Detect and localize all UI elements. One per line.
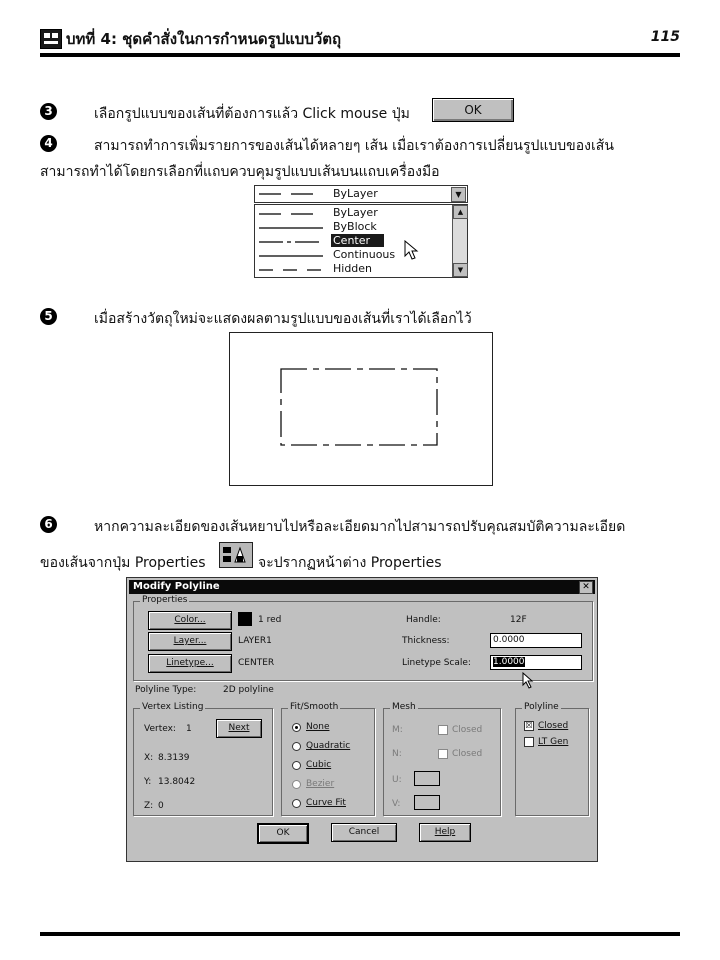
radio-quadratic-label: Quadratic [306, 741, 351, 751]
linetype-scale-value: 1.0000 [493, 657, 525, 667]
z-label: Z: [144, 801, 154, 811]
properties-group [133, 595, 593, 681]
linetype-item-continuous[interactable] [255, 248, 451, 262]
linetype-scale-field[interactable] [490, 655, 582, 670]
mouse-cursor-icon [404, 240, 420, 262]
vertex-label: Vertex: [144, 724, 176, 734]
lt-gen-label: LT Gen [538, 737, 569, 747]
linetype-item-byblock[interactable] [255, 220, 451, 234]
step-6-text-line2a: ของเส้นจากปุ่ม Properties [40, 555, 206, 571]
linetype-item-hidden[interactable] [255, 262, 451, 276]
cancel-button[interactable]: Cancel [331, 823, 397, 842]
linetype-item-label: ByLayer [333, 206, 378, 219]
linetype-button[interactable]: Linetype... [148, 654, 232, 673]
mesh-v-field [414, 795, 440, 810]
thickness-label: Thickness: [402, 636, 450, 646]
drawing-viewport [229, 332, 493, 486]
page-number: 115 [650, 29, 680, 45]
close-icon[interactable]: ✕ [579, 581, 593, 594]
step-4-text-line2: สามารถทำได้โดยกรเลือกที่แถบควบคุมรูปแบบเส้นบนแถบเครื่องมือ [40, 164, 440, 180]
fit-smooth-group [281, 702, 375, 816]
radio-cubic-label: Cubic [306, 760, 332, 770]
bylayer-line-sample [259, 193, 323, 195]
linetype-item-label: Center [331, 234, 384, 247]
mesh-group [383, 702, 501, 816]
chapter-logo-icon [40, 29, 62, 49]
thickness-field[interactable]: 0.0000 [490, 633, 582, 648]
linetype-item-label: ByBlock [333, 220, 377, 233]
handle-label: Handle: [406, 615, 441, 625]
step-3-bullet: 3 [40, 103, 57, 120]
vertex-listing-group [133, 702, 273, 816]
y-value: 13.8042 [158, 777, 196, 787]
polyline-group [515, 702, 589, 816]
linetype-list[interactable] [254, 204, 468, 278]
linetype-scale-label: Linetype Scale: [402, 658, 471, 668]
chevron-down-icon[interactable]: ▼ [451, 187, 466, 202]
polyline-group-label: Polyline [524, 702, 559, 712]
scroll-down-icon[interactable]: ▼ [453, 263, 468, 277]
properties-group-label: Properties [142, 595, 188, 605]
step-6-text-line1: หากความละเอียดของเส้นหยาบไปหรือละเอียดมากไปสามารถปรับคุณสมบัติความละเอียด [94, 519, 626, 535]
step-4-bullet: 4 [40, 135, 57, 152]
linetype-item-label: Continuous [333, 248, 396, 261]
linetype-combo-value: ByLayer [333, 187, 378, 200]
step-4-text-line1: สามารถทำการเพิ่มรายการของเส้นได้หลายๆ เส้น เมื่อเราต้องการเปลี่ยนรูปแบบของเส้น [94, 138, 614, 154]
ok-button[interactable]: OK [257, 823, 309, 844]
chapter-title: บทที่ 4: ชุดคำสั่งในการกำหนดรูปแบบวัตถุ [66, 30, 342, 48]
ok-button-illustration: OK [432, 98, 514, 122]
fit-smooth-label: Fit/Smooth [290, 702, 339, 712]
y-label: Y: [144, 777, 152, 787]
radio-none[interactable] [292, 723, 301, 732]
properties-icon [219, 542, 253, 568]
polyline-type-value: 2D polyline [223, 685, 274, 695]
x-value: 8.3139 [158, 753, 190, 763]
linetype-combo[interactable] [254, 185, 468, 203]
radio-curve-fit-label: Curve Fit [306, 798, 346, 808]
radio-bezier-label: Bezier [306, 779, 335, 789]
next-button[interactable]: Next [216, 719, 262, 738]
radio-bezier [292, 780, 301, 789]
radio-curve-fit[interactable] [292, 799, 301, 808]
layer-button[interactable]: Layer... [148, 632, 232, 651]
linetype-item-label: Hidden [333, 262, 373, 275]
linetype-scrollbar[interactable] [452, 205, 467, 277]
step-3-text: เลือกรูปแบบของเส้นที่ต้องการแล้ว Click mouse ปุ่ม [94, 106, 410, 122]
layer-value: LAYER1 [238, 636, 272, 646]
dialog-titlebar [129, 580, 595, 594]
linetype-item-bylayer[interactable] [255, 206, 451, 220]
step-6-bullet: 6 [40, 516, 57, 533]
vertex-listing-label: Vertex Listing [142, 702, 204, 712]
mesh-n-closed-label: Closed [452, 749, 483, 759]
z-value: 0 [158, 801, 164, 811]
center-line-rectangle [230, 333, 492, 485]
polyline-type-label: Polyline Type: [135, 685, 197, 695]
mesh-m-closed-checkbox [438, 725, 448, 735]
lt-gen-checkbox[interactable] [524, 737, 534, 747]
step-5-bullet: 5 [40, 308, 57, 325]
vertex-value: 1 [186, 724, 192, 734]
mouse-cursor-icon [522, 672, 536, 690]
page-header [40, 25, 680, 53]
mesh-m-closed-label: Closed [452, 725, 483, 735]
header-rule [40, 53, 680, 57]
x-label: X: [144, 753, 154, 763]
footer-rule [40, 932, 680, 936]
mesh-label: Mesh [392, 702, 416, 712]
polyline-closed-label: Closed [538, 721, 569, 731]
dialog-title: Modify Polyline [133, 581, 220, 592]
color-button[interactable]: Color... [148, 611, 232, 630]
help-button[interactable]: Help [419, 823, 471, 842]
mesh-u-label: U: [392, 775, 402, 785]
mesh-n-closed-checkbox [438, 749, 448, 759]
mesh-u-field [414, 771, 440, 786]
color-value: 1 red [258, 615, 282, 625]
mesh-m-label: M: [392, 725, 403, 735]
mesh-n-label: N: [392, 749, 402, 759]
scroll-up-icon[interactable]: ▲ [453, 205, 468, 219]
linetype-value: CENTER [238, 658, 275, 668]
handle-value: 12F [510, 615, 527, 625]
radio-cubic[interactable] [292, 761, 301, 770]
radio-quadratic[interactable] [292, 742, 301, 751]
polyline-closed-checkbox[interactable]: ☒ [525, 721, 533, 730]
color-swatch [238, 612, 252, 626]
step-6-text-line2b: จะปรากฏหน้าต่าง Properties [258, 555, 442, 571]
mesh-v-label: V: [392, 799, 401, 809]
step-5-text: เมื่อสร้างวัตถุใหม่จะแสดงผลตามรูปแบบของเส้นที่เราได้เลือกไว้ [94, 311, 472, 327]
modify-polyline-dialog [126, 577, 598, 862]
linetype-item-center[interactable] [255, 234, 451, 248]
radio-none-label: None [306, 722, 330, 732]
